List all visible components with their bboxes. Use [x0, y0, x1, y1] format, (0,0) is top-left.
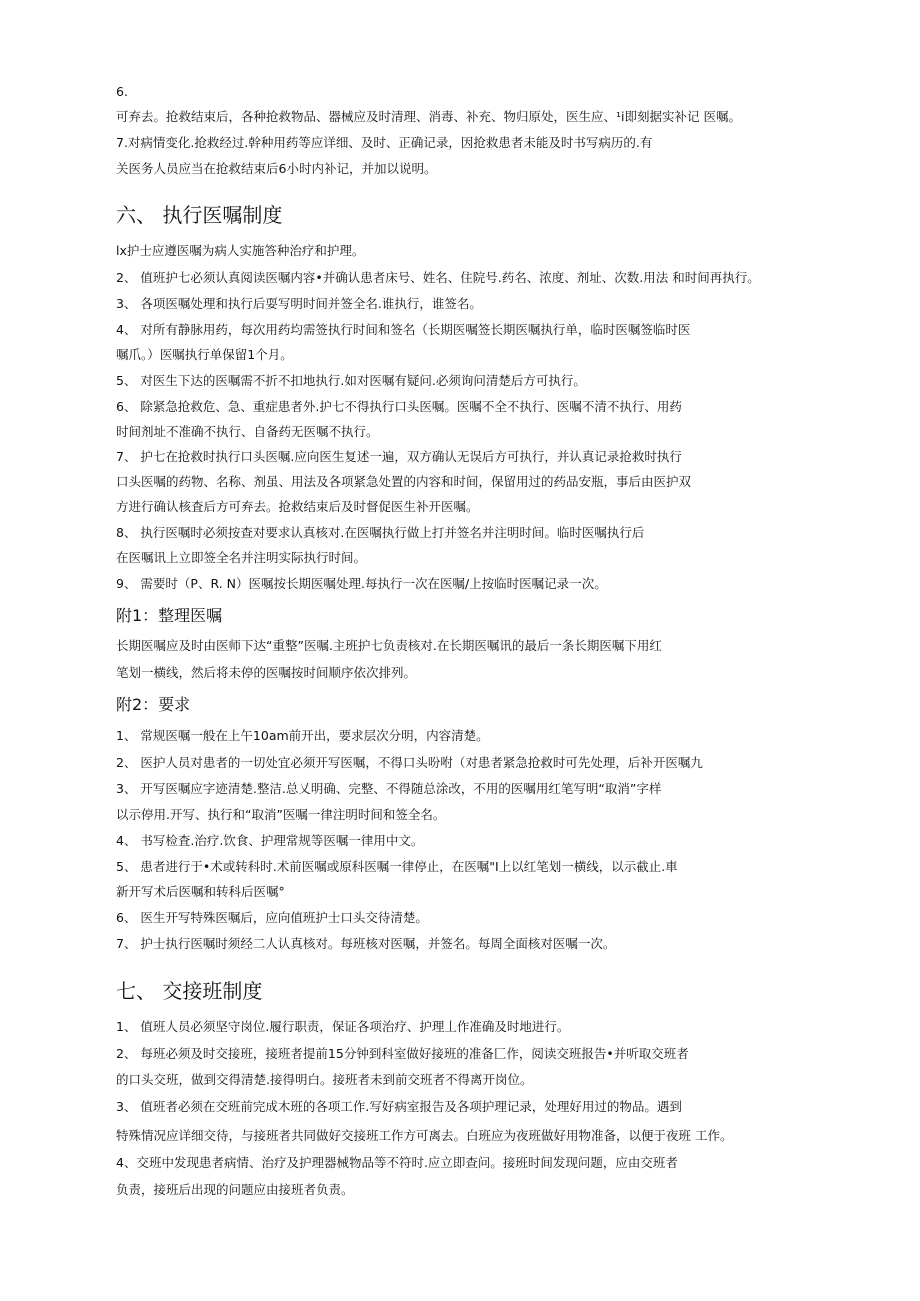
appendix-heading: 附1：整理医嘱 [116, 606, 223, 625]
text-line: 时间剂址不准确不执行、自备药无医嘱不执行。 [116, 424, 379, 439]
text-line: 1、 常规医嘱一般在上午10am前开出，要求层次分明，内容清楚。 [116, 728, 489, 743]
text-line: 方进行确认核査后方可弃去。抢救结束后及时督促医生补开医嘱。 [116, 499, 479, 514]
section-heading: 七、 交接班制度 [116, 979, 263, 1003]
text-line: 3、 值班者必须在交班前完成木班的各项工作.写好病室报告及各项护理记录，处理好用过的物品。遇到 [116, 1099, 682, 1114]
text-line: 3、 开写医嘱应字迹清楚.整洁.总乂明确、完整、不得随总涂改，不用的医嘱用红笔写明“取消”字样 [116, 781, 662, 796]
text-line: 1、 值班人员必须坚守岗位.履行职责，保证各项治疗、护理丄作准确及时地进行。 [116, 1019, 570, 1034]
text-line: 7、 护七在抢救时执行口头医嘱.应向医生复述一遍，双方确认无误后方可执行，并认真记录抢救时执行 [116, 449, 682, 464]
text-line: 5、 患者进行于•术或转科时.术前医嘱或原科医嘱一律停止，在医嘱"I上以红笔划一横线，以示截止.車 [116, 859, 678, 874]
text-line: 在医嘱讯上立即签全名并注明实际执行时间。 [116, 550, 367, 565]
text-line: 6、 医生开写特殊医嘱后，应向值班护士口头交待清楚。 [116, 910, 428, 925]
text-line: 关医务人员应当在抢救结束后6小时内补记，并加以说明。 [116, 161, 437, 176]
section-heading: 六、 执行医嘱制度 [116, 203, 283, 227]
text-line: 6. [116, 84, 128, 99]
text-line: 4、交班中发现患者病情、治疗及护理器械物品等不符时.应立即查问。接班时间发现问题，应由交班者 [116, 1155, 678, 1170]
text-line: 6、 除紧急抢救危、急、重症患者外.护七不得执行口头医嘱。医嘱不全不执行、医嘱不清不执行、用药 [116, 399, 682, 414]
text-line: 4、 对所有静脉用药，每次用药均需签执行时间和签名（长期医嘱签长期医嘱执行单，临时医嘱签临时医 [116, 322, 691, 337]
text-line: 可弃去。抢救结束后，各种抢救物品、器械应及时清理、消毒、补充、物归原处，医生应、¹i即刻据实补记 医嘱。 [116, 109, 741, 124]
text-line: 2、 值班护七必须认真阅读医嘱内容•并确认患者床号、姓名、住院号.药名、浓度、剂址、次数.用法 和时间再执行。 [116, 270, 760, 285]
text-line: 4、 书写检査.治疗.饮食、护理常规等医嘱一律用中文。 [116, 833, 424, 848]
text-line: 的口头交班，做到交得清楚.接得明白。接班者未到前交班者不得离开岗位。 [116, 1072, 533, 1087]
text-line: 特殊情况应详细交待，与接班者共同做好交接班工作方可离去。白班应为夜班做好用物准备，以便于夜班 工作。 [116, 1128, 733, 1143]
text-line: 7.对病情变化.抢救经过.幹种用药等应详细、及时、正确记录，因抢救患者未能及时书写病历的.有 [116, 135, 653, 150]
text-line: 新开写术后医嘱和转科后医嘱° [116, 884, 285, 899]
text-line: 5、 对医生下达的医嘱需不折不扣地执行.如对医嘱有疑问.必须询问清楚后方可执行。 [116, 373, 586, 388]
text-line: 嘱爪。）医嘱执行单保留1个月。 [116, 347, 293, 362]
text-line: 长期医嘱应及时由医师下达“重整”医嘱.主班护七负责核对.在长期医嘱讯的最后一条长期医嘱下用红 [116, 638, 662, 653]
text-line: 9、 需要时（P、R. N）医嘱按长期医嘱处理.每执行一次在医嘱/上按临时医嘱记录一次。 [116, 576, 607, 591]
text-line: 口头医嘱的药物、名称、剂虽、用法及各项紧急处置的内容和时间，保留用过的药品安瓶，事后由医护双 [116, 474, 692, 489]
text-line: 负责，接班后出现的问题应由接班者负责。 [116, 1182, 354, 1197]
text-line: 笔划一横线，然后将未停的医嘱按时间顺序依次排列。 [116, 665, 417, 680]
text-line: 2、 医护人员对患者的一切处宜必须开写医嘱，不得口头吩咐（对患者紧急抢救时可先处理，后补开医嘱九 [116, 755, 703, 770]
text-line: 7、 护士执行医嘱时须经二人认真核对。每班核对医嘱，并签名。每周全面核对医嘱一次。 [116, 936, 616, 951]
text-line: lx护士应遵医嘱为病人实施答种治疗和护理。 [116, 243, 365, 258]
text-line: 以示停用.开写、执行和“取消”医嘱一律注明时间和签全名。 [116, 807, 446, 822]
text-line: 2、 每班必须及时交接班，接班者提前15分钟到科室做好接班的准备匚作，阅读交班报告•并听取交班者 [116, 1046, 689, 1061]
text-line: 3、 各项医嘱处理和执行后耍写明时间并签全名.谁执行，谁签名。 [116, 296, 482, 311]
text-line: 8、 执行医嘱时必须按查对要求认真核对.在医嘱执行做上打并签名并注明时间。临时医嘱执行后 [116, 525, 645, 540]
appendix-heading: 附2：要求 [116, 695, 191, 714]
